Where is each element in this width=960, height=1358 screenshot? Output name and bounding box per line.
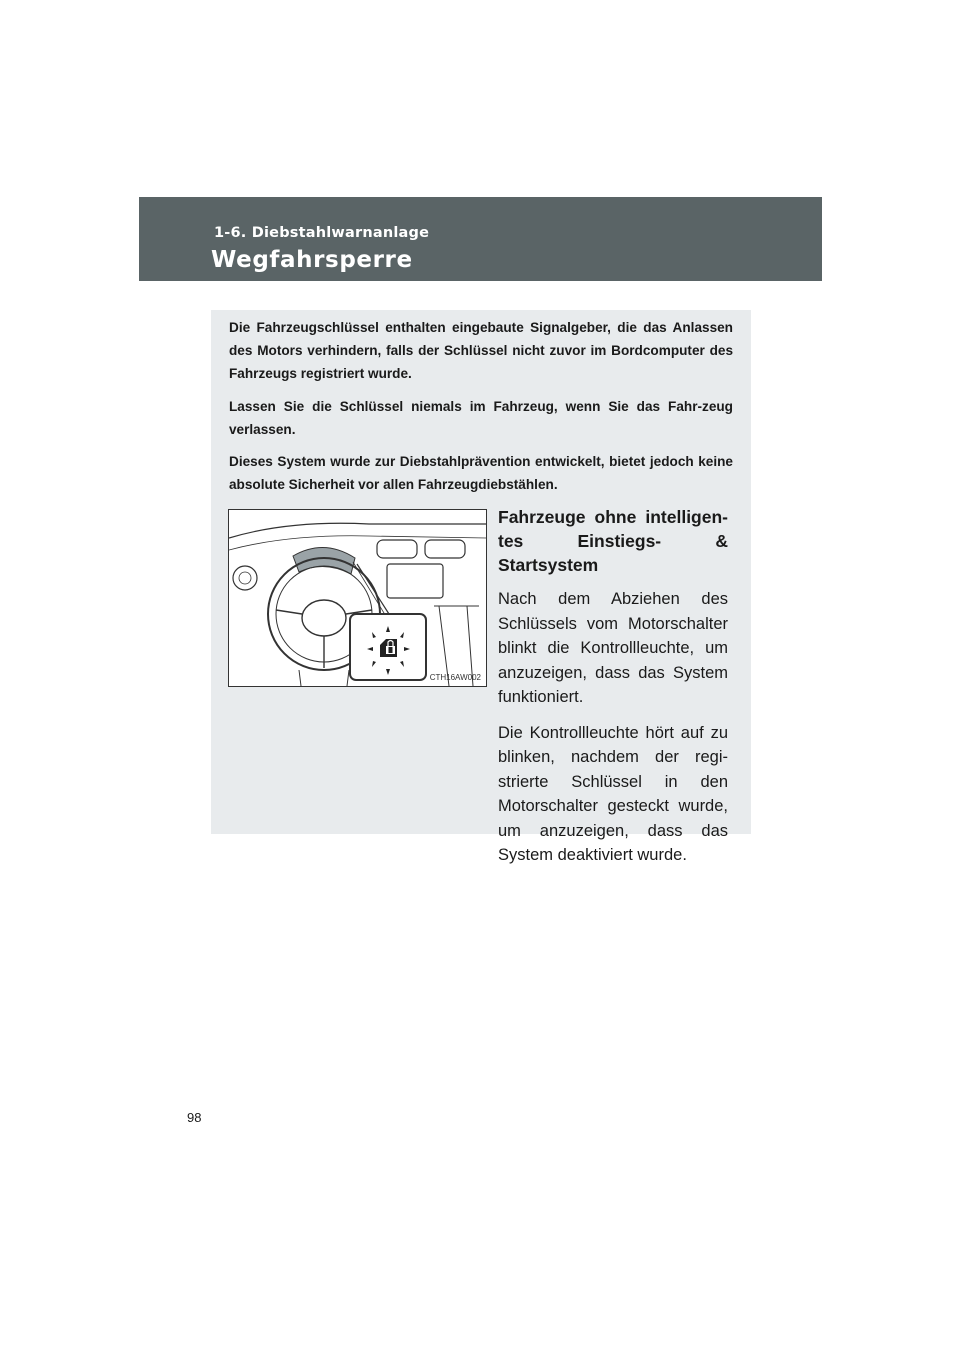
figure-code: CTH16AW002 — [429, 673, 481, 682]
side-heading: Fahrzeuge ohne intelligen-tes Einstiegs- & Startsystem — [498, 507, 728, 575]
side-column — [498, 505, 728, 868]
page-title: Wegfahrsperre — [211, 247, 413, 273]
intro-paragraph-3: Dieses System wurde zur Diebstahlprävention entwickelt, bietet jedoch keine absolute Sicherheit vor allen Fahrzeugdiebstählen. — [229, 454, 733, 492]
page-number: 98 — [187, 1110, 202, 1125]
side-paragraph-2: Die Kontrollleuchte hört auf zu blinken, nachdem der regi-strierte Schlüssel in den Motorschalter gesteckt wurde, um anzuzeigen, dass das System deaktiviert wurde. — [498, 723, 728, 864]
dashboard-illustration — [228, 509, 487, 687]
intro-paragraph-2: Lassen Sie die Schlüssel niemals im Fahrzeug, wenn Sie das Fahr-zeug verlassen. — [229, 399, 733, 437]
content-box — [211, 310, 751, 864]
section-label: 1-6. Diebstahlwarnanlage — [214, 225, 430, 241]
side-paragraph-1: Nach dem Abziehen des Schlüssels vom Motorschalter blinkt die Kontrollleuchte, um anzuzeigen, dass das System funktioniert. — [498, 590, 728, 706]
intro-paragraph-1: Die Fahrzeugschlüssel enthalten eingebaute Signalgeber, die das Anlassen des Motors verhindern, falls der Schlüssel nicht zuvor im Bordcomputer des Fahrzeugs registriert wurde. — [229, 320, 733, 381]
section-header-band — [139, 197, 822, 281]
